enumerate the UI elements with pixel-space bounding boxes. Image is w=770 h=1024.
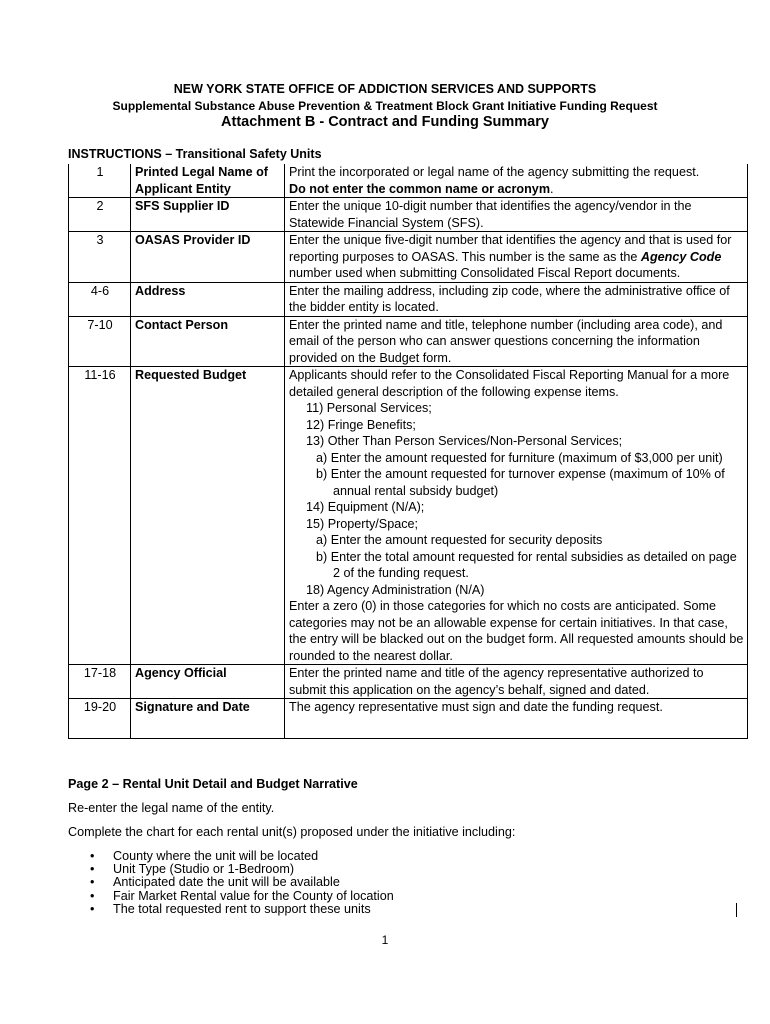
row-number: 2 bbox=[69, 198, 131, 232]
row-label: OASAS Provider ID bbox=[131, 232, 285, 283]
attachment-title: Attachment B - Contract and Funding Summary bbox=[221, 114, 549, 130]
budget-item: 12) Fringe Benefits; bbox=[306, 417, 416, 432]
row-description: Enter the unique five-digit number that identifies the agency and that is used for reporting purposes to OASAS. This number is the same as the Agency Code number used when submitting Consolidated Fiscal Report documents. bbox=[285, 232, 748, 283]
budget-subitem: a) Enter the amount requested for security deposits bbox=[316, 533, 603, 547]
budget-subitem: b) Enter the total amount requested for rental subsidies as detailed on page 2 of the funding request. bbox=[316, 549, 737, 580]
page-number: 1 bbox=[381, 933, 389, 947]
row-number: 1 bbox=[69, 164, 131, 198]
reenter-instruction: Re-enter the legal name of the entity. bbox=[68, 801, 275, 815]
list-item: • Anticipated date the unit will be available bbox=[68, 876, 394, 889]
row-number: 3 bbox=[69, 232, 131, 283]
table-row bbox=[69, 164, 748, 198]
row-description: Print the incorporated or legal name of the agency submitting the request. Do not enter the common name or acronym. bbox=[285, 164, 748, 198]
budget-item: 15) Property/Space; bbox=[306, 516, 419, 531]
budget-subitem: b) Enter the amount requested for turnover expense (maximum of 10% of annual rental subsidy budget) bbox=[316, 467, 725, 498]
table-row bbox=[69, 232, 748, 283]
list-item: • The total requested rent to support these units bbox=[68, 903, 394, 916]
table-row bbox=[69, 367, 748, 665]
complete-instruction: Complete the chart for each rental unit(s) proposed under the initiative including: bbox=[68, 825, 516, 839]
row-description: Enter the mailing address, including zip code, where the administrative office of the bidder entity is located. bbox=[285, 282, 748, 316]
row-label: SFS Supplier ID bbox=[131, 198, 285, 232]
row-number: 11-16 bbox=[69, 367, 131, 665]
row-label: Signature and Date bbox=[131, 699, 285, 739]
row-description: Enter the printed name and title, telephone number (including area code), and email of the person who can answer questions concerning the information provided on the Budget form. bbox=[285, 316, 748, 367]
row-description: Enter the printed name and title of the agency representative authorized to submit this application on the agency’s behalf, signed and dated. bbox=[285, 665, 748, 699]
agency-heading: NEW YORK STATE OFFICE OF ADDICTION SERVICES AND SUPPORTS bbox=[173, 82, 597, 96]
row-label: Contact Person bbox=[131, 316, 285, 367]
table-row bbox=[69, 316, 748, 367]
list-item: • County where the unit will be located bbox=[68, 850, 394, 863]
row-number: 17-18 bbox=[69, 665, 131, 699]
budget-subitem: a) Enter the amount requested for furniture (maximum of $3,000 per unit) bbox=[316, 450, 723, 465]
program-subheading: Supplemental Substance Abuse Prevention & Treatment Block Grant Initiative Funding Request bbox=[112, 99, 658, 113]
row-description bbox=[285, 367, 748, 665]
budget-item: 18) Agency Administration (N/A) bbox=[306, 582, 485, 597]
row-label: Agency Official bbox=[131, 665, 285, 699]
row-number: 19-20 bbox=[69, 699, 131, 739]
budget-item: 11) Personal Services; bbox=[306, 401, 432, 415]
unit-detail-list bbox=[68, 850, 394, 916]
instructions-title: INSTRUCTIONS – Transitional Safety Units bbox=[68, 147, 322, 161]
row-label: Address bbox=[131, 282, 285, 316]
table-row bbox=[69, 699, 748, 739]
budget-outro: Enter a zero (0) in those categories for which no costs are anticipated. Some categories may not be an allowable expense for certain initiatives. In that case, the entry will be blacked out on the budget form. All requested amounts should be rounded to the nearest dollar. bbox=[289, 599, 744, 663]
row-label: Printed Legal Name of Applicant Entity bbox=[131, 164, 285, 198]
instructions-table bbox=[68, 164, 748, 739]
page2-section-title: Page 2 – Rental Unit Detail and Budget Narrative bbox=[68, 777, 358, 791]
list-item: • Fair Market Rental value for the County of location bbox=[68, 890, 394, 903]
row-description: The agency representative must sign and date the funding request. bbox=[285, 699, 748, 739]
row-number: 4-6 bbox=[69, 282, 131, 316]
row-number: 7-10 bbox=[69, 316, 131, 367]
list-item: • Unit Type (Studio or 1-Bedroom) bbox=[68, 863, 394, 876]
row-label: Requested Budget bbox=[131, 367, 285, 665]
table-row bbox=[69, 665, 748, 699]
budget-intro: Applicants should refer to the Consolidated Fiscal Reporting Manual for a more detailed general description of the following expense items. bbox=[289, 368, 730, 399]
text-cursor bbox=[736, 903, 737, 917]
table-row bbox=[69, 282, 748, 316]
table-row bbox=[69, 198, 748, 232]
row-description: Enter the unique 10-digit number that identifies the agency/vendor in the Statewide Financial System (SFS). bbox=[285, 198, 748, 232]
budget-item: 14) Equipment (N/A); bbox=[306, 500, 425, 514]
budget-item: 13) Other Than Person Services/Non-Personal Services; bbox=[306, 434, 623, 448]
